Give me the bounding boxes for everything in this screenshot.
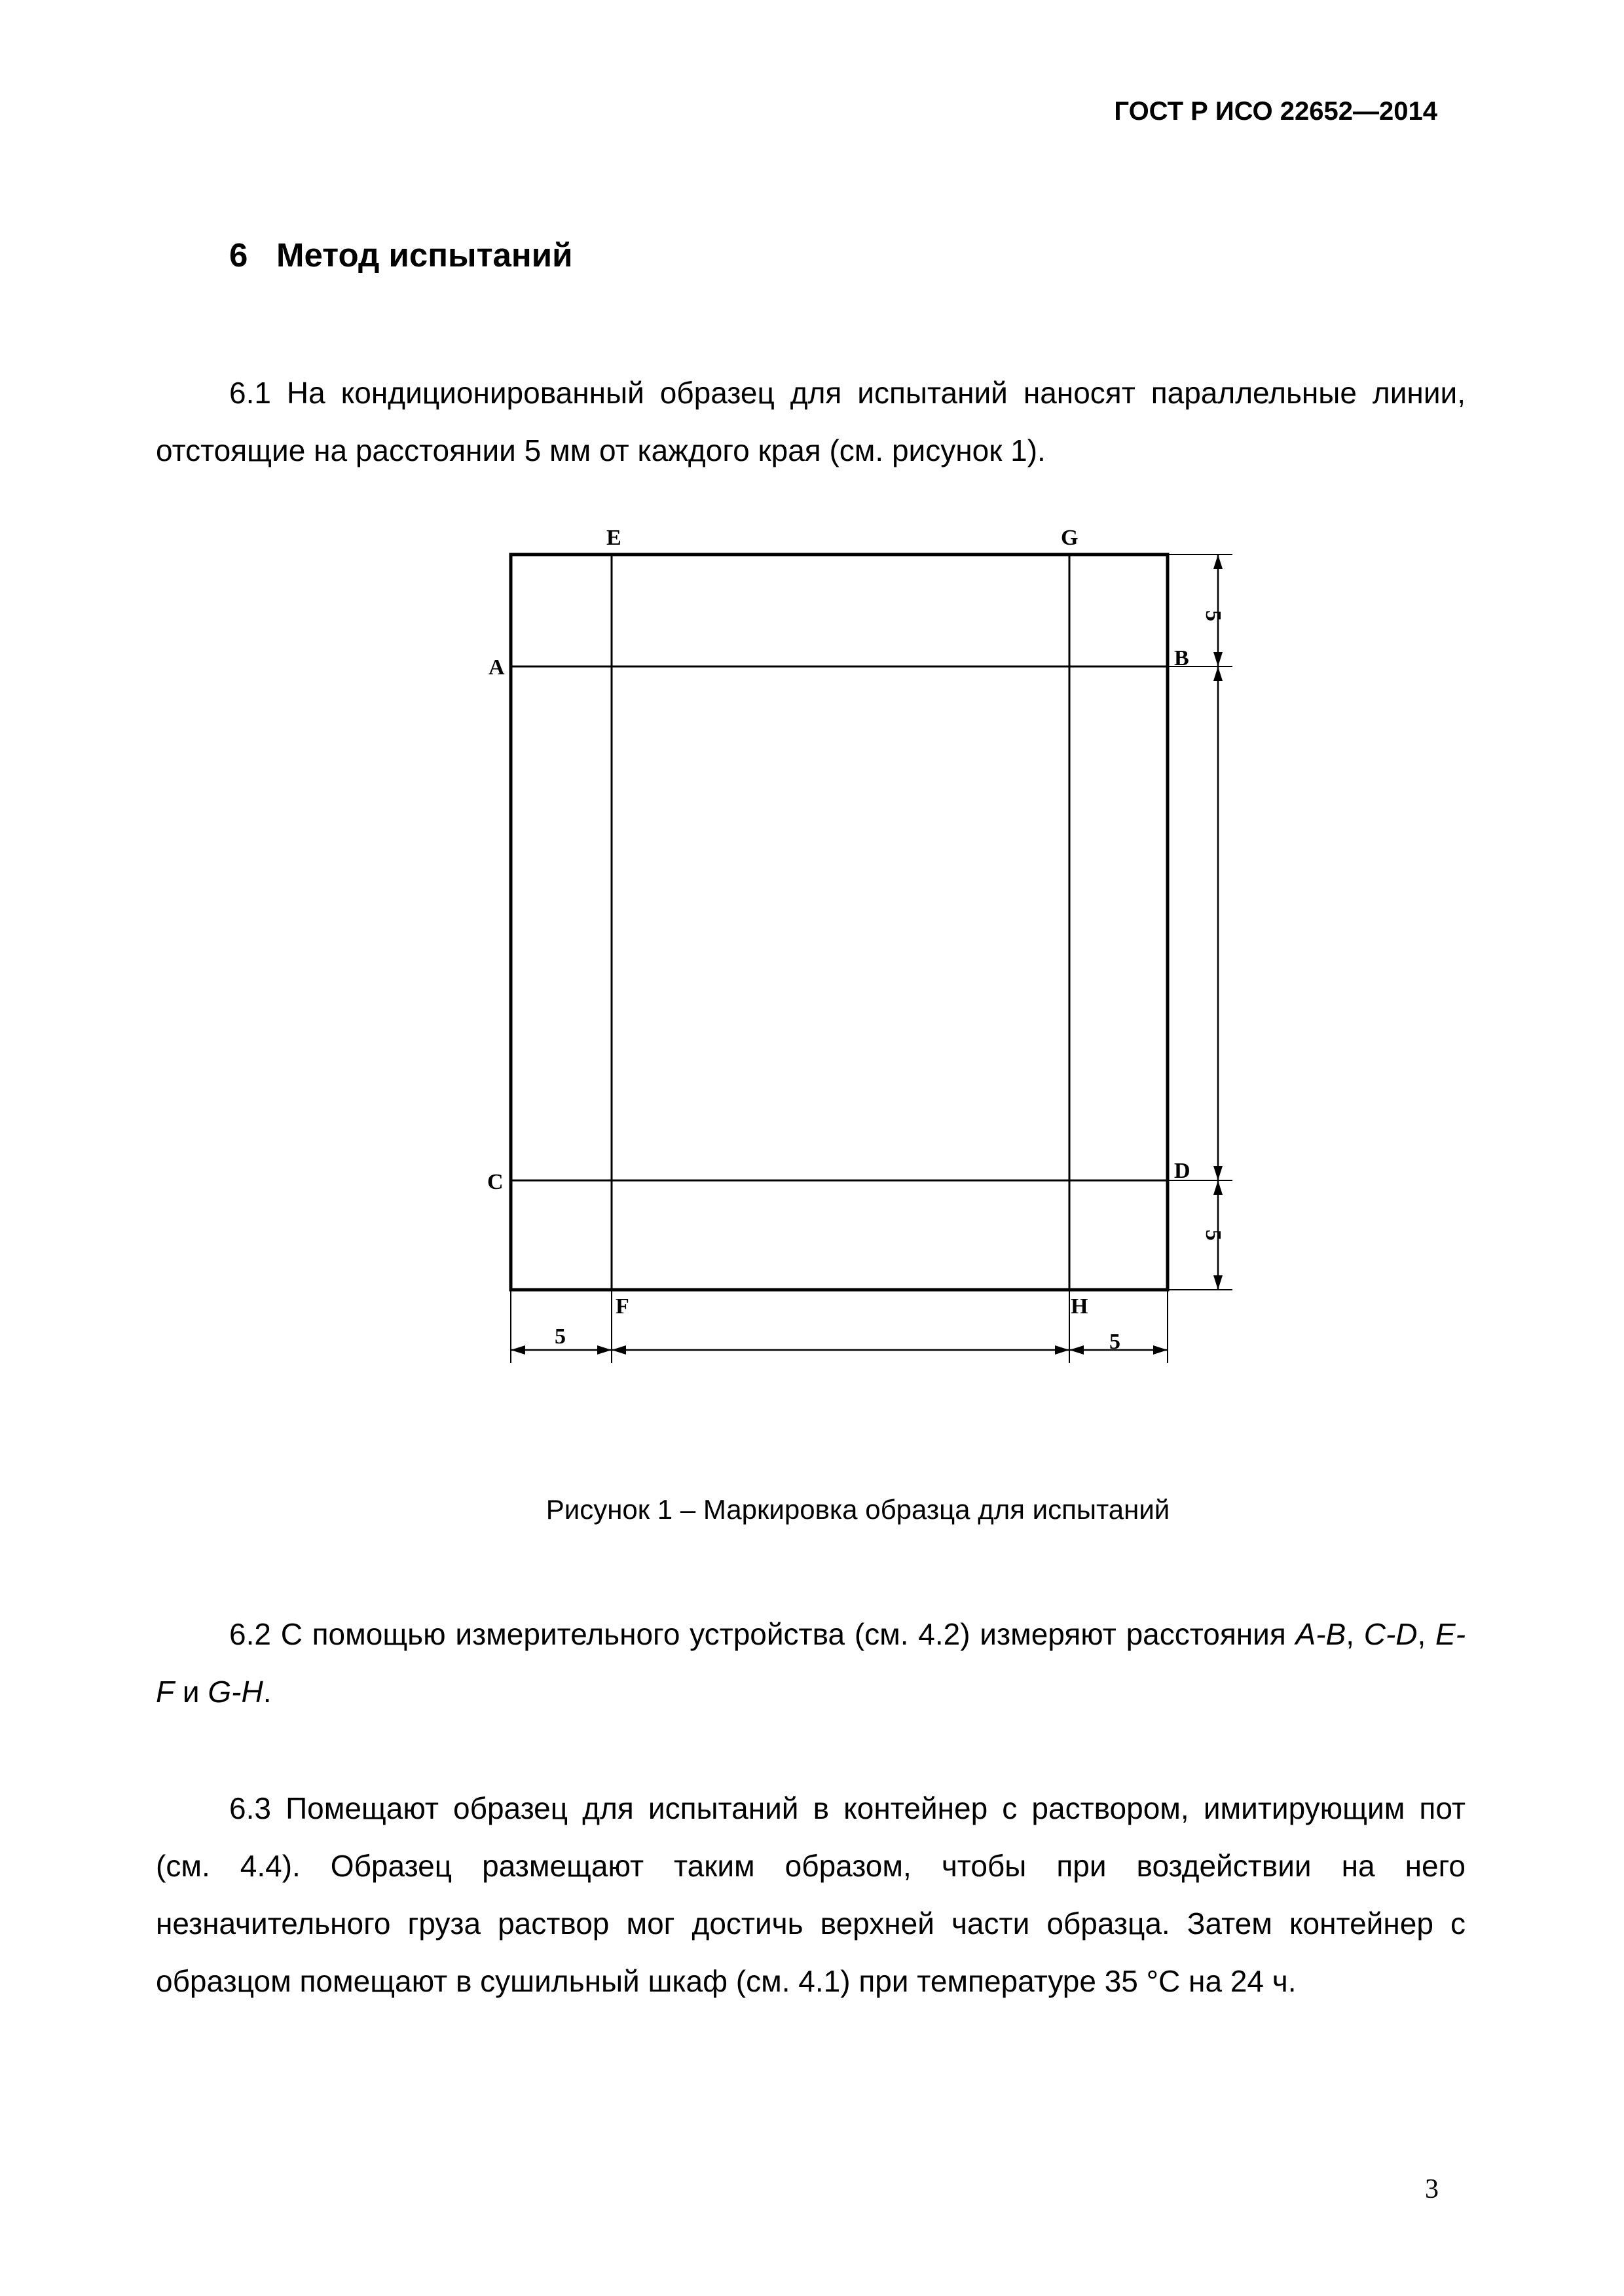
standard-header: ГОСТ Р ИСО 22652—2014 (1114, 97, 1437, 126)
paragraph-text: Помещают образец для испытаний в контейнер с раствором, имитирующим пот (см. 4.4). Образец размещают таким образом, чтобы при воздействии на него незначительного груза раствор мог достичь верхней части образца. Затем контейнер с образцом помещают в сушильный шкаф (см. 4.1) при температуре 35 °C на 24 ч. (156, 1791, 1466, 1998)
paragraph-number: 6.1 (229, 376, 271, 410)
segment-a-b: A-B (1295, 1617, 1346, 1651)
dim-top-value: 5 (1201, 610, 1225, 621)
figure-1 (458, 511, 1310, 1417)
label-b: B (1174, 646, 1189, 670)
paragraph-number: 6.3 (229, 1791, 271, 1825)
paragraph-6-1 (156, 364, 1466, 479)
segment-g-h: G-H (208, 1675, 263, 1709)
section-heading (229, 236, 572, 274)
label-g: G (1061, 526, 1079, 550)
label-d: D (1174, 1159, 1190, 1183)
label-f: F (616, 1294, 629, 1319)
label-e: E (606, 526, 621, 550)
dim-left-value: 5 (555, 1324, 566, 1349)
paragraph-text: На кондиционированный образец для испытаний наносят параллельные линии, отстоящие на расстоянии 5 мм от каждого края (см. рисунок 1). (156, 376, 1466, 467)
section-title: Метод испытаний (276, 236, 573, 274)
segment-e-f: E-F (156, 1617, 1466, 1709)
figure-caption: Рисунок 1 – Маркировка образца для испытаний (545, 1494, 1170, 1525)
section-number: 6 (229, 236, 248, 274)
dim-right-value: 5 (1109, 1330, 1120, 1354)
label-c: C (487, 1170, 504, 1194)
marking-diagram (458, 511, 1310, 1414)
segment-c-d: C-D (1363, 1617, 1418, 1651)
label-h: H (1071, 1294, 1088, 1319)
paragraph-6-2: 6.2 С помощью измерительного устройства (см. 4.2) измеряют расстояния A-B, C-D, E-F и G-H. (156, 1617, 1466, 1709)
paragraph-number: 6.2 (229, 1617, 271, 1651)
label-a: A (489, 655, 505, 680)
paragraph-6-3 (156, 1779, 1466, 2010)
dim-bottom-value: 5 (1201, 1230, 1225, 1241)
page-number: 3 (1425, 2174, 1439, 2204)
